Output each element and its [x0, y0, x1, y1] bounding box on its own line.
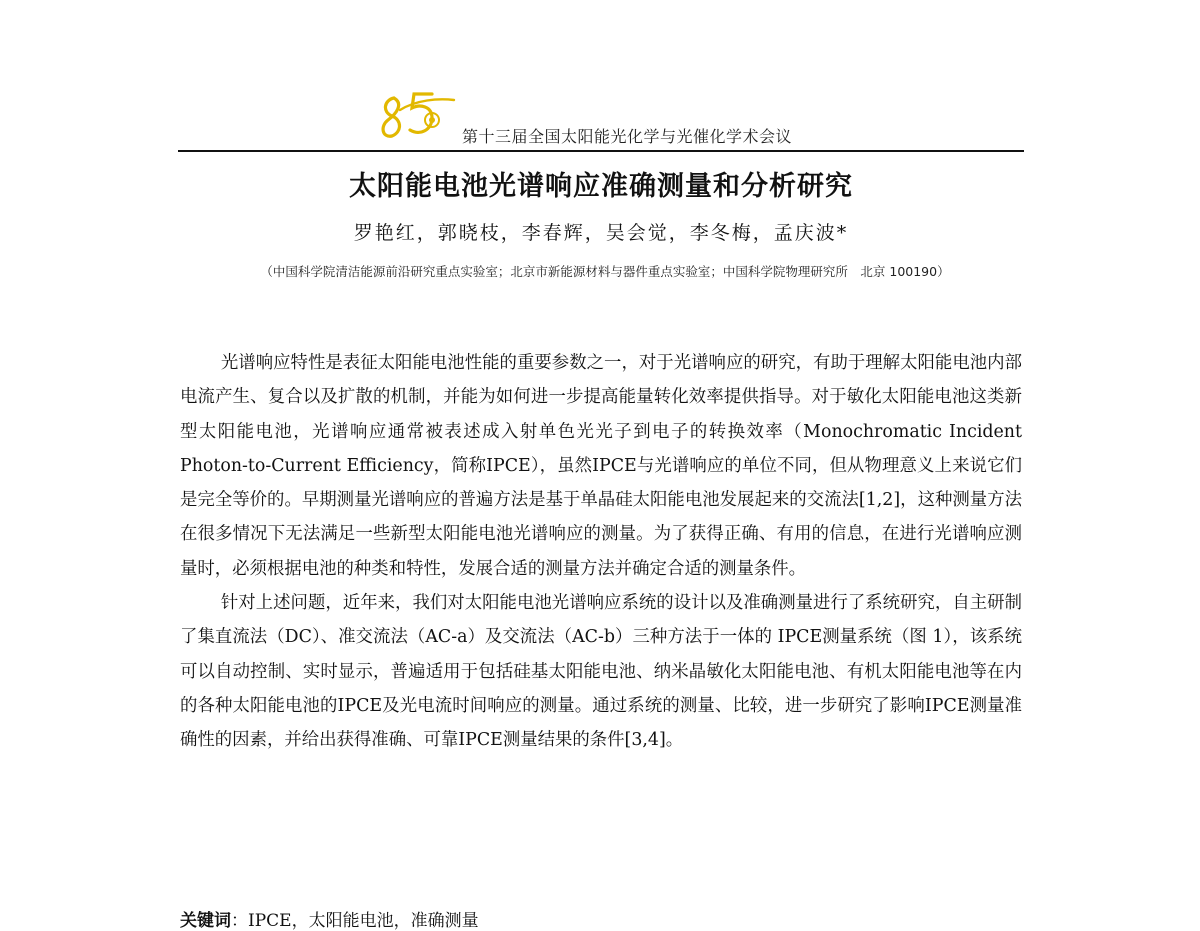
keywords-label: 关键词: [180, 911, 231, 931]
anniversary-logo: [380, 86, 458, 148]
keywords-line: [180, 906, 479, 931]
author-list: 罗艳红，郭晓枝，李春辉，吴会觉，李冬梅，孟庆波*: [353, 222, 849, 244]
paragraph: 针对上述问题，近年来，我们对太阳能电池光谱响应系统的设计以及准确测量进行了系统研究，自主研制了集直流法（DC）、准交流法（AC-a）及交流法（AC-b）三种方法于一体的 IPCE测量系统（图 1），该系统可以自动控制、实时显示，普遍适用于包括硅基太阳能电池、纳米晶敏化太阳能电池、有机太阳能电池等在内的各种太阳能电池的IPCE及光电流时间响应的测量。通过系统的测量、比较，进一步研究了影响IPCE测量准确性的因素，并给出获得准确、可靠IPCE测量结果的条件[3,4]。: [180, 593, 1022, 751]
conference-name: 第十三届全国太阳能光化学与光催化学术会议: [462, 127, 793, 146]
affiliation: （中国科学院清洁能源前沿研究重点实验室；北京市新能源材料与器件重点实验室；中国科学院物理研究所 北京 100190）: [260, 264, 950, 279]
paragraph: 光谱响应特性是表征太阳能电池性能的重要参数之一，对于光谱响应的研究，有助于理解太阳能电池内部电流产生、复合以及扩散的机制，并能为如何进一步提高能量转化效率提供指导。对于敏化太阳能电池这类新型太阳能电池，光谱响应通常被表述成入射单色光光子到电子的转换效率（Monochromatic Incident Photon-to-Current Efficiency，简称IPCE），虽然IPCE与光谱响应的单位不同，但从物理意义上来说它们是完全等价的。早期测量光谱响应的普遍方法是基于单晶硅太阳能电池发展起来的交流法[1,2]，这种测量方法在很多情况下无法满足一些新型太阳能电池光谱响应的测量。为了获得正确、有用的信息，在进行光谱响应测量时，必须根据电池的种类和特性，发展合适的测量方法并确定合适的测量条件。: [180, 353, 1022, 579]
paper-title: 太阳能电池光谱响应准确测量和分析研究: [349, 171, 853, 202]
abstract-body: [180, 346, 1022, 758]
keywords-value: ：IPCE，太阳能电池，准确测量: [231, 911, 479, 931]
anniversary-85-icon: [380, 86, 458, 148]
header-divider: [178, 150, 1024, 152]
